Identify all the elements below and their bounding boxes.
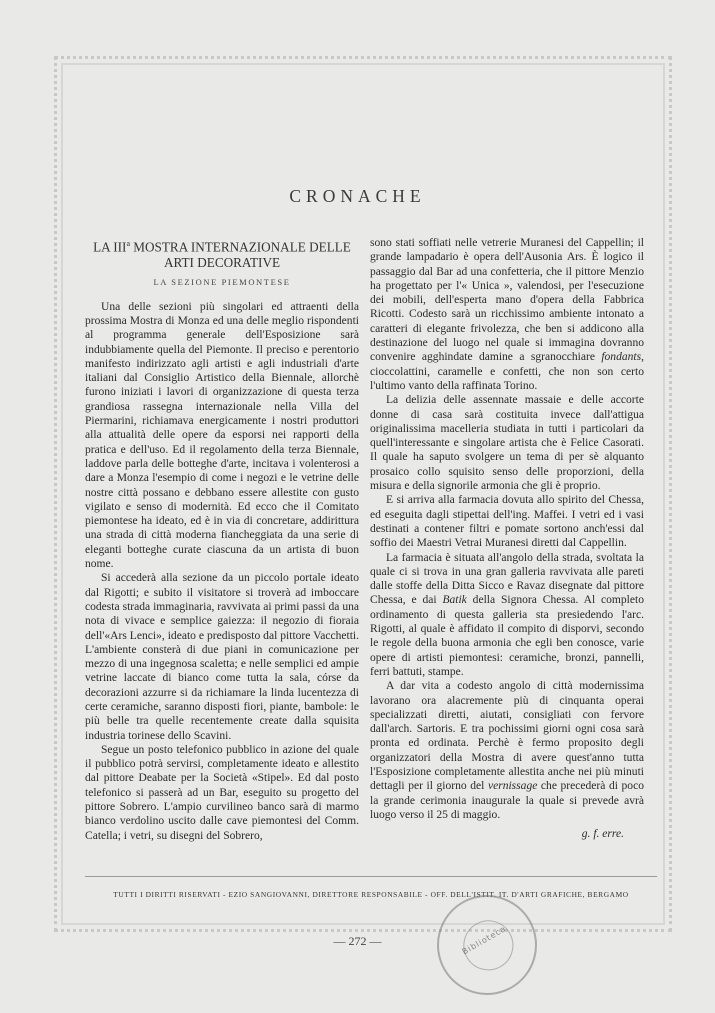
right-column bbox=[370, 236, 644, 841]
article-title-line2: ARTI DECORATIVE bbox=[163, 254, 281, 270]
article-title-sup: a bbox=[126, 239, 130, 248]
paragraph: sono stati soffiati nelle vetrerie Muranesi del Cappellin; il grande lampadario è opera dell'Ausonia Ars. È logico il passaggio dal Bar ad una confetteria, che il pittore Menzio ha progettato per l'« Unica », valendosi, per l'esecuzione dei mobili, dell'esperta mano d'opera della Fabbrica Ricotti. Codesto sarà un ricchissimo ambiente intonato a caratteri di elegante frivolezza, che ben si addicono alla destinazione del luogo nel quale si immagina dovranno convenire agghindate damine a sgranocchiare fondants, cioccolattini, caramelle e confetti, che non son certo l'ultimo vanto della raffinata Torino. bbox=[370, 237, 644, 392]
section-heading: CRONACHE bbox=[289, 186, 426, 206]
footer-imprint: TUTTI I DIRITTI RISERVATI - EZIO SANGIOVANNI, DIRETTORE RESPONSABILE - OFF. DELL'ISTIT. IT. D'ARTI GRAFICHE, BERGAMO bbox=[113, 890, 629, 899]
page-number: — 272 — bbox=[333, 934, 382, 948]
paragraph: Segue un posto telefonico pubblico in azione del quale il pubblico potrà servirsi, completamente ideato e allestito dal pittore Deabate per la Società «Stipel». Ed dal posto telefonico si passerà ad un Bar, eseguito su progetto del pittore Sobrero. L'ampio curvilineo banco sarà di marmo bianco verdolino uscito dalle cave piemontesi del Comm. Catella; i vetri, su disegni del Sobrero, bbox=[85, 743, 359, 842]
paragraph: Si accederà alla sezione da un piccolo portale ideato dal Rigotti; e subito il visitatore si troverà ad imboccare codesta strada immaginaria, ravvivata ai primi passi da una nota di vivace e semplice gaiezza: il negozio di fioraia dell'«Ars Lenci», ideato e predisposto dal pittore Vacchetti. L'ambiente consterà di due piani in comunicazione per mezzo di una ingegnosa scaletta; e nelle semplici ed ampie vetrine laccate di bianco come tutta la sala, córse da decorazioni azzurre si da richiamare la linda lucentezza di certe ceramiche, saranno disposti fiori, piante, bambole: le più belle tra quelle recentemente create dalla squisita industria torinese dello Scavini. bbox=[85, 572, 359, 742]
left-column bbox=[85, 236, 359, 843]
paragraph: Una delle sezioni più singolari ed attraenti della prossima Mostra di Monza ed una delle meglio rispondenti al programma generale dell'Esposizione sarà indubbiamente quella del Piemonte. Il preciso e perentorio manifesto indirizzato agli artisti e agli industriali d'arte italiani dal Consiglio Artistico della Biennale, allorchè furono iniziati i lavori di organizzazione di questa terza grandiosa rassegna internazionale nella Villa del Piermarini, richiamava energicamente i nostri produttori alla attualità delle opere da esporsi nei rapporti della pratica e dell'uso. Ed il regolamento della terza Biennale, laddove parla delle botteghe d'arte, incitava i volenterosi a dare a Monza l'esempio di come i negozi e le vetrine delle nostre città possano e debbano essere allestite con gusto vigilato e senso di modernità. Ed ecco che il Comitato piemontese ha ideato, ed è in via di concretare, addirittura una strada di città moderna fiancheggiata da una serie di eleganti botteghe curate ciascuna da un artista di buon nome. bbox=[85, 300, 359, 571]
article-subtitle: LA SEZIONE PIEMONTESE bbox=[153, 277, 291, 288]
article-title-part: LA III bbox=[93, 239, 127, 255]
paragraph: E si arriva alla farmacia dovuta allo spirito del Chessa, ed eseguita dagli stipettai dell'ing. Maffei. I vetri ed i vasi destinati a contener filtri e pomate sortono anch'essi dal soffio dei Maestri Vetrai Muranesi diretti dal Cappellin. bbox=[370, 494, 644, 550]
article-title bbox=[85, 236, 359, 270]
footer-divider bbox=[85, 876, 657, 877]
stamp-text: Biblioteca bbox=[460, 923, 508, 957]
paragraph: La delizia delle assennate massaie e delle accorte donne di casa sarà costituita invece dall'attigua originalissima macelleria studiata in tutti i particolari da quell'interessante e singolare artista che è Felice Casorati. Il quale ha saputo svolgere un tema di per sè alquanto prosaico collo squisito senso delle proporzioni, della misura e della signorile armonia che gli è proprio. bbox=[370, 394, 644, 493]
paragraph: A dar vita a codesto angolo di città modernissima lavorano ora alacremente più di cinquanta operai specializzati diretti, aiutati, consigliati con fervore dall'arch. Sartoris. E tra pochissimi giorni ogni cosa sarà pronta ed ordinata. Perchè è fermo proposito degli organizzatori della Mostra di avere quest'anno tutta l'Esposizione completamente allestita anche nei più minuti dettagli per il giorno del vernissage che precederà di poco la grande cerimonia inaugurale la quale si prevede avrà luogo verso il 25 di maggio. bbox=[370, 680, 644, 821]
article-title-rest: MOSTRA INTERNAZIONALE DELLE bbox=[130, 239, 351, 255]
paragraph: La farmacia è situata all'angolo della strada, svoltata la quale ci si trova in una gran galleria ravvivata alle pareti dalle stoffe della Ditta Sicco e Ravaz disegnate dal pittore Chessa, e dai Batik della Signora Chessa. Al completo ordinamento di questa galleria sta presiedendo l'arc. Rigotti, al quale è affidato il compito di disporvi, secondo le regole della buona armonia che egli ben conosce, varie opere di artisti piemontesi: ceramiche, bronzi, pannelli, ferri battuti, stampe. bbox=[370, 551, 644, 678]
signature: g. f. erre. bbox=[581, 828, 624, 841]
